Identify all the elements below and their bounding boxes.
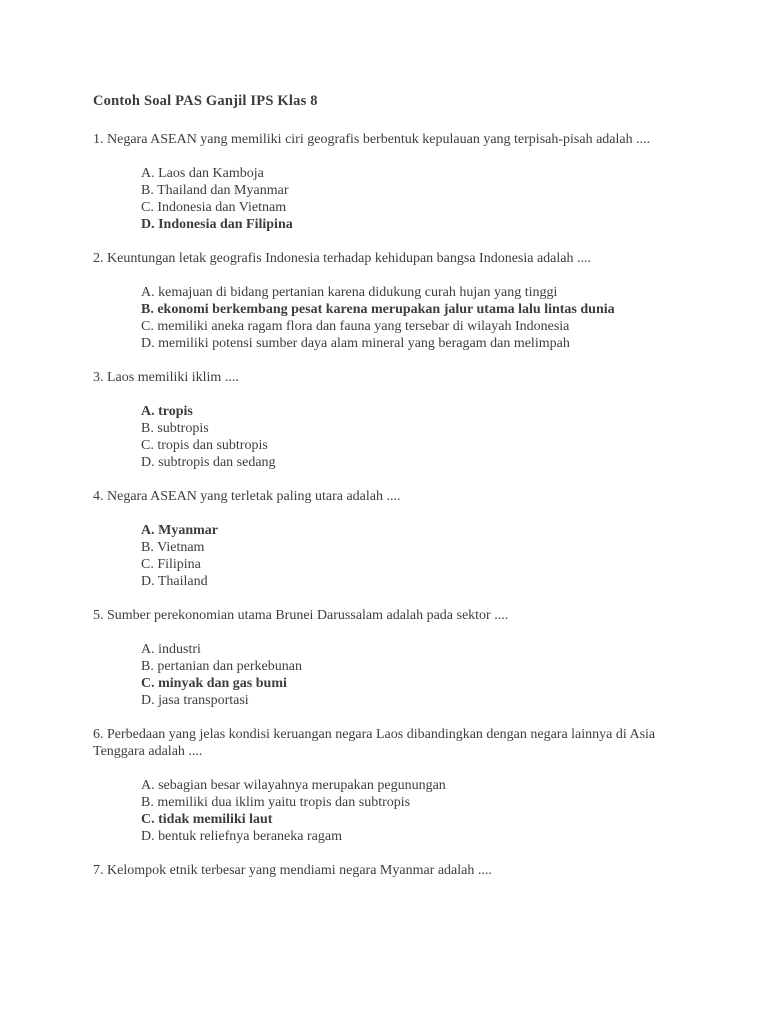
options-list: [141, 165, 678, 233]
option-line: D. Thailand: [141, 574, 208, 589]
option-line: B. Thailand dan Myanmar: [141, 183, 289, 198]
option-line: A. Myanmar: [141, 523, 218, 538]
option-line: C. tropis dan subtropis: [141, 438, 268, 453]
option-line: A. kemajuan di bidang pertanian karena didukung curah hujan yang tinggi: [141, 285, 558, 300]
question-block-7: [93, 862, 678, 879]
option-line: C. memiliki aneka ragam flora dan fauna yang tersebar di wilayah Indonesia: [141, 319, 570, 334]
document-title: Contoh Soal PAS Ganjil IPS Klas 8: [93, 93, 318, 109]
option-line: B. Vietnam: [141, 540, 205, 555]
options-list: [141, 284, 678, 352]
option-line: C. minyak dan gas bumi: [141, 676, 287, 691]
option-line: B. pertanian dan perkebunan: [141, 659, 302, 674]
options-list: [141, 522, 678, 590]
question-text: 7. Kelompok etnik terbesar yang mendiami negara Myanmar adalah ....: [93, 863, 492, 878]
options-list: [141, 403, 678, 471]
option-line: B. memiliki dua iklim yaitu tropis dan subtropis: [141, 795, 411, 810]
option-line: A. Laos dan Kamboja: [141, 166, 264, 181]
option-line: C. Filipina: [141, 557, 201, 572]
question-text: 4. Negara ASEAN yang terletak paling utara adalah ....: [93, 489, 401, 504]
question-block-5: [93, 607, 678, 709]
option-line: D. Indonesia dan Filipina: [141, 217, 293, 232]
option-line: A. industri: [141, 642, 201, 657]
question-text: 1. Negara ASEAN yang memiliki ciri geografis berbentuk kepulauan yang terpisah-pisah adalah ....: [93, 132, 651, 147]
option-line: D. bentuk reliefnya beraneka ragam: [141, 829, 342, 844]
option-line: D. subtropis dan sedang: [141, 455, 276, 470]
question-block-4: [93, 488, 678, 590]
options-list: [141, 641, 678, 709]
question-block-6: [93, 726, 678, 845]
option-line: B. ekonomi berkembang pesat karena merupakan jalur utama lalu lintas dunia: [141, 302, 615, 317]
option-line: D. jasa transportasi: [141, 693, 249, 708]
question-block-2: [93, 250, 678, 352]
question-text: 5. Sumber perekonomian utama Brunei Darussalam adalah pada sektor ....: [93, 608, 509, 623]
option-line: C. Indonesia dan Vietnam: [141, 200, 287, 215]
option-line: B. subtropis: [141, 421, 209, 436]
options-list: [141, 777, 678, 845]
question-block-1: [93, 131, 678, 233]
option-line: D. memiliki potensi sumber daya alam mineral yang beragam dan melimpah: [141, 336, 570, 351]
option-line: A. tropis: [141, 404, 193, 419]
option-line: A. sebagian besar wilayahnya merupakan pegunungan: [141, 778, 446, 793]
question-text: 2. Keuntungan letak geografis Indonesia terhadap kehidupan bangsa Indonesia adalah ....: [93, 251, 591, 266]
question-block-3: [93, 369, 678, 471]
question-text: 6. Perbedaan yang jelas kondisi keruangan negara Laos dibandingkan dengan negara lainnya di Asia Tenggara adalah ....: [93, 727, 656, 759]
option-line: C. tidak memiliki laut: [141, 812, 273, 827]
question-text: 3. Laos memiliki iklim ....: [93, 370, 239, 385]
